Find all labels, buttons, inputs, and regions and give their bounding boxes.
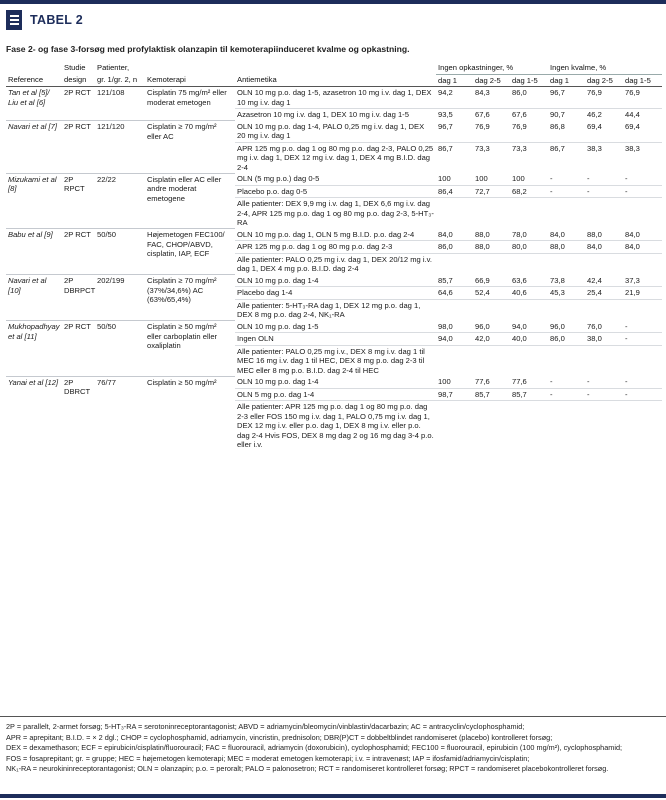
no-vomiting-value: 63,6 [512, 275, 527, 285]
no-nausea-value [548, 345, 585, 376]
no-vomiting-value: 67,6 [473, 109, 510, 121]
no-nausea-value: 76,9 [625, 88, 640, 97]
no-vomiting-value: 94,0 [512, 321, 527, 331]
no-vomiting-value: 77,6 [512, 377, 527, 386]
no-nausea-value: 88,0 [548, 241, 585, 254]
no-vomiting-value: 42,0 [473, 333, 510, 346]
study-patients: 50/50 [95, 229, 145, 275]
no-nausea-value: 25,4 [585, 287, 623, 300]
antiemetics-cell: OLN 5 mg p.o. dag 1-4 [235, 388, 436, 401]
no-nausea-value: - [587, 174, 590, 183]
no-vomiting-value [473, 299, 510, 321]
th-spacer-anti [235, 62, 436, 74]
no-vomiting-value: 67,6 [510, 109, 548, 121]
no-nausea-value [548, 253, 585, 275]
no-nausea-value: 42,4 [587, 275, 602, 285]
th-patients-l1: Patienter, [97, 63, 130, 72]
table-row [6, 376, 662, 388]
no-vomiting-value [510, 299, 548, 321]
no-nausea-value: - [587, 377, 590, 386]
no-nausea-value: 86,0 [548, 333, 585, 346]
no-vomiting-value [436, 345, 473, 376]
table-row [6, 275, 662, 287]
no-vomiting-value: 96,7 [438, 121, 453, 131]
table-row [6, 121, 662, 143]
antiemetics-cell: Placebo p.o. dag 0-5 [235, 185, 436, 198]
th-antiemetics: Antiemetika [235, 74, 436, 87]
no-nausea-value [623, 401, 662, 451]
study-chemotherapy: Cisplatin 75 mg/m² eller moderat emetogen [145, 87, 235, 121]
no-vomiting-value [436, 253, 473, 275]
no-nausea-value: 37,3 [625, 275, 640, 285]
footnote-line: DEX = dexamethason; ECF = epirubicin/cisplatin/fluorouracil; FAC = fluorouracil, adriamycin (doxorubicin), cyclophosphamid; FEC100 = fluorouracil, epirubicin (100 mg/m²), cyclophosphamid; [6, 743, 623, 752]
study-chemotherapy: Cisplatin ≥ 70 mg/m² eller AC [145, 121, 235, 174]
no-nausea-value: - [623, 185, 662, 198]
no-nausea-value: 69,4 [587, 121, 602, 131]
study-patients: 76/77 [95, 376, 145, 451]
no-nausea-value: 76,9 [587, 88, 602, 97]
abbreviations-footnote [6, 722, 662, 775]
no-vomiting-value: 80,0 [510, 241, 548, 254]
no-vomiting-value: 100 [438, 377, 451, 386]
th-nausea-day25: dag 2-5 [585, 74, 623, 87]
table-caption: Fase 2- og fase 3-forsøg med profylaktisk olanzapin til kemoterapiinduceret kvalme og opkastning. [6, 44, 410, 54]
study-reference: Yanai et al [12] [6, 376, 62, 451]
no-vomiting-value [473, 198, 510, 229]
antiemetics-cell: Alle patienter: APR 125 mg p.o. dag 1 og 80 mg p.o. dag 2-3 eller FOS 150 mg i.v. dag 1, PALO 0,75 mg i.v. dag 1, DEX 12 mg i.v. eller p.o. dag 1, DEX 8 mg i.v. eller p.o. dag 2-4 Hvis FOS, DEX 8 mg dag 2 og 16 mg dag 3-4 p.o. eller i.v. [235, 401, 436, 451]
no-vomiting-value: 66,9 [475, 275, 490, 285]
no-vomiting-value: 86,0 [436, 241, 473, 254]
study-reference: Tan et al [5]/ Liu et al [6] [6, 87, 62, 121]
no-vomiting-value: 88,0 [473, 241, 510, 254]
no-nausea-value: 86,7 [548, 142, 585, 173]
study-reference: Babu et al [9] [6, 229, 62, 275]
no-nausea-value: - [625, 377, 628, 386]
no-vomiting-value [510, 198, 548, 229]
antiemetics-cell: Alle patienter: PALO 0,25 mg i.v., DEX 8 mg i.v. dag 1 til MEC 16 mg i.v. dag 1 til HEC, DEX 8 mg p.o. dag 2-3 til MEC eller 8 mg p.o. B.I.D. dag 2-4 til HEC [235, 345, 436, 376]
table-row [6, 229, 662, 241]
antiemetics-cell: OLN 10 mg p.o. dag 1, OLN 5 mg B.I.D. p.o. dag 2-4 [237, 229, 415, 239]
th-vomit-day15: dag 1-5 [510, 74, 548, 87]
no-vomiting-value [510, 345, 548, 376]
study-reference: Mizukami et al [8] [6, 173, 62, 229]
footnote-line: 2P = parallelt, 2-armet forsøg; 5-HT₃-RA = serotoninreceptorantagonist; ABVD = adriamycin/bleomycin/vinblastin/dacarbazin; AC = antracyclin/cyclophosphamid; [6, 722, 525, 731]
no-nausea-value [548, 299, 585, 321]
no-nausea-value: 84,0 [585, 241, 623, 254]
th-nausea-day1: dag 1 [548, 74, 585, 87]
no-nausea-value: - [585, 185, 623, 198]
no-nausea-value: - [625, 321, 628, 331]
th-design-l1: Studie [64, 63, 86, 72]
no-nausea-value: 96,7 [550, 88, 565, 97]
no-vomiting-value: 52,4 [473, 287, 510, 300]
no-vomiting-value: 86,0 [512, 88, 527, 97]
no-vomiting-value: 72,7 [473, 185, 510, 198]
no-nausea-value: 90,7 [548, 109, 585, 121]
no-vomiting-value [473, 345, 510, 376]
study-patients: 202/199 [95, 275, 145, 321]
study-design: 2P RCT [62, 321, 95, 377]
table-bottom-rule [0, 716, 666, 717]
study-patients: 50/50 [95, 321, 145, 377]
no-vomiting-value: 76,9 [512, 121, 527, 131]
no-vomiting-value: 78,0 [512, 229, 527, 239]
no-nausea-value: - [550, 174, 553, 183]
th-chemo: Kemoterapi [145, 74, 235, 87]
antiemetics-cell: Placebo dag 1-4 [235, 287, 436, 300]
bottom-accent-bar [0, 794, 666, 798]
no-nausea-value: - [585, 388, 623, 401]
no-nausea-value [623, 198, 662, 229]
no-vomiting-value: 88,0 [475, 229, 490, 239]
th-group-nausea: Ingen kvalme, % [548, 62, 662, 74]
antiemetics-cell: Ingen OLN [235, 333, 436, 346]
no-nausea-value [548, 198, 585, 229]
antiemetics-cell: Alle patienter: PALO 0,25 mg i.v. dag 1, DEX 20/12 mg i.v. dag 1, DEX 4 mg p.o. B.I.D. dag 2-4 [235, 253, 436, 275]
antiemetics-cell: OLN 10 mg p.o. dag 1-4 [237, 377, 319, 386]
no-vomiting-value: 86,7 [436, 142, 473, 173]
th-patients-l2: gr. 1/gr. 2, n [95, 74, 145, 87]
no-nausea-value [623, 345, 662, 376]
study-chemotherapy: Cisplatin eller AC eller andre moderat emetogene [145, 173, 235, 229]
study-reference: Navari et al [10] [6, 275, 62, 321]
table-row [6, 87, 662, 109]
no-nausea-value: 44,4 [623, 109, 662, 121]
footnote-line: NK₁-RA = neurokininreceptorantagonist; OLN = olanzapin; p.o. = peroralt; PALO = palonosetron; RCT = randomiseret kontrolleret forsøg; RPCT = randomiseret placebokontrolleret forsøg. [6, 764, 609, 773]
trials-table [6, 62, 662, 451]
antiemetics-cell: OLN 10 mg p.o. dag 1-5 [237, 321, 319, 331]
antiemetics-cell: Alle patienter: 5-HT₃-RA dag 1, DEX 12 mg p.o. dag 1, DEX 8 mg p.o. dag 2-4, NK₁-RA [235, 299, 436, 321]
no-nausea-value: - [623, 333, 662, 346]
no-nausea-value: 84,0 [550, 229, 565, 239]
th-reference: Reference [6, 74, 62, 87]
no-vomiting-value: 85,7 [473, 388, 510, 401]
study-chemotherapy: Højemetogen FEC100/ FAC, CHOP/ABVD, cisplatin, IAP, ECF [145, 229, 235, 275]
no-nausea-value: 45,3 [548, 287, 585, 300]
study-patients: 121/108 [95, 87, 145, 121]
study-reference: Navari et al [7] [6, 121, 62, 174]
antiemetics-cell: OLN 10 mg p.o. dag 1-4, PALO 0,25 mg i.v. dag 1, DEX 20 mg i.v. dag 1 [237, 121, 425, 140]
th-nausea-day15: dag 1-5 [623, 74, 662, 87]
no-nausea-value: 84,0 [625, 229, 640, 239]
no-vomiting-value: 84,0 [438, 229, 453, 239]
no-vomiting-value: 85,7 [438, 275, 453, 285]
no-nausea-value: - [548, 388, 585, 401]
no-nausea-value: - [548, 185, 585, 198]
study-chemotherapy: Cisplatin ≥ 50 mg/m² [145, 376, 235, 451]
no-nausea-value [585, 299, 623, 321]
no-vomiting-value: 86,4 [436, 185, 473, 198]
top-accent-bar [0, 0, 666, 4]
th-reference-spacer [6, 62, 62, 74]
no-vomiting-value: 76,9 [475, 121, 490, 131]
th-design-l2: design [62, 74, 95, 87]
no-vomiting-value: 77,6 [475, 377, 490, 386]
no-nausea-value: - [550, 377, 553, 386]
antiemetics-cell: OLN 10 mg p.o. dag 1-5, azasetron 10 mg i.v. dag 1, DEX 10 mg i.v. dag 1 [237, 88, 432, 107]
th-group-vomit: Ingen opkastninger, % [436, 62, 548, 74]
antiemetics-cell: APR 125 mg p.o. dag 1 og 80 mg p.o. dag 2-3, PALO 0,25 mg i.v. dag 1, DEX 12 mg i.v. dag 1, DEX 4 mg B.I.D. dag 2-4 [235, 142, 436, 173]
no-vomiting-value: 93,5 [436, 109, 473, 121]
antiemetics-cell: APR 125 mg p.o. dag 1 og 80 mg p.o. dag 2-3 [235, 241, 436, 254]
table-row [6, 173, 662, 185]
no-vomiting-value: 84,3 [475, 88, 490, 97]
study-chemotherapy: Cisplatin ≥ 50 mg/m² eller carboplatin eller oxaliplatin [145, 321, 235, 377]
footnote-line: APR = aprepitant; B.I.D. = × 2 dgl.; CHOP = cyclophosphamid, adriamycin, vincristin, prednisolon; DBR(P)CT = dobbeltblindet randomiseret (placebo) kontrolleret forsøg; [6, 732, 553, 742]
no-nausea-value: 76,0 [587, 321, 602, 331]
no-nausea-value: - [623, 388, 662, 401]
no-nausea-value: - [625, 174, 628, 183]
no-nausea-value: 38,3 [623, 142, 662, 173]
th-spacer-chemo [145, 62, 235, 74]
no-vomiting-value: 94,2 [438, 88, 453, 97]
no-vomiting-value [473, 253, 510, 275]
no-nausea-value [585, 198, 623, 229]
study-design: 2P RCT [62, 87, 95, 121]
study-reference: Mukhopadhyay et al [11] [6, 321, 62, 377]
no-nausea-value: 38,3 [585, 142, 623, 173]
antiemetics-cell: OLN (5 mg p.o.) dag 0-5 [237, 174, 320, 183]
no-nausea-value [585, 253, 623, 275]
document-icon [6, 10, 22, 30]
table-title: TABEL 2 [30, 13, 84, 27]
no-nausea-value [585, 345, 623, 376]
no-nausea-value [623, 299, 662, 321]
study-design: 2P DBRPCT [62, 275, 95, 321]
no-vomiting-value [436, 198, 473, 229]
no-nausea-value: 46,2 [585, 109, 623, 121]
no-vomiting-value: 100 [438, 174, 451, 183]
no-vomiting-value: 98,7 [436, 388, 473, 401]
no-nausea-value: 38,0 [585, 333, 623, 346]
study-design: 2P RCT [62, 121, 95, 174]
no-vomiting-value [510, 401, 548, 451]
study-design: 2P RPCT [62, 173, 95, 229]
footnote-line: FOS = fosaprepitant; gr. = gruppe; HEC = højemetogen kemoterapi; MEC = moderat emetogen kemoterapi; i.v. = intravenøst; IAP = ifosfamid/adriamycin/cisplatin; [6, 753, 530, 763]
no-vomiting-value: 40,0 [510, 333, 548, 346]
study-design: 2P DBRCT [62, 376, 95, 451]
trials-table-body [6, 87, 662, 451]
no-vomiting-value [436, 299, 473, 321]
no-vomiting-value: 40,6 [510, 287, 548, 300]
no-nausea-value [585, 401, 623, 451]
no-vomiting-value: 73,3 [473, 142, 510, 173]
no-nausea-value: 96,0 [550, 321, 565, 331]
no-nausea-value [548, 401, 585, 451]
no-nausea-value: 88,0 [587, 229, 602, 239]
study-patients: 22/22 [95, 173, 145, 229]
table-row [6, 321, 662, 333]
no-vomiting-value: 100 [512, 174, 525, 183]
no-vomiting-value: 96,0 [475, 321, 490, 331]
no-vomiting-value [473, 401, 510, 451]
th-vomit-day1: dag 1 [436, 74, 473, 87]
no-vomiting-value [436, 401, 473, 451]
antiemetics-cell: Azasetron 10 mg i.v. dag 1, DEX 10 mg i.v. dag 1-5 [235, 109, 436, 121]
no-nausea-value: 21,9 [623, 287, 662, 300]
no-vomiting-value: 68,2 [510, 185, 548, 198]
study-chemotherapy: Cisplatin ≥ 70 mg/m² (37%/34,6%) AC (63%/65,4%) [145, 275, 235, 321]
table-header [6, 9, 83, 31]
no-nausea-value: 73,8 [550, 275, 565, 285]
no-vomiting-value [510, 253, 548, 275]
no-vomiting-value: 64,6 [436, 287, 473, 300]
study-design: 2P RCT [62, 229, 95, 275]
no-vomiting-value: 73,3 [510, 142, 548, 173]
no-nausea-value [623, 253, 662, 275]
no-vomiting-value: 94,0 [436, 333, 473, 346]
th-vomit-day25: dag 2-5 [473, 74, 510, 87]
antiemetics-cell: OLN 10 mg p.o. dag 1-4 [237, 275, 319, 285]
antiemetics-cell: Alle patienter: DEX 9,9 mg i.v. dag 1, DEX 6,6 mg i.v. dag 2-4, APR 125 mg p.o. dag 1 og 80 mg p.o. dag 2-3, 5-HT₃-RA [235, 198, 436, 229]
no-vomiting-value: 100 [475, 174, 488, 183]
no-vomiting-value: 85,7 [510, 388, 548, 401]
no-vomiting-value: 98,0 [438, 321, 453, 331]
no-nausea-value: 86,8 [550, 121, 565, 131]
no-nausea-value: 84,0 [623, 241, 662, 254]
study-patients: 121/120 [95, 121, 145, 174]
no-nausea-value: 69,4 [625, 121, 640, 131]
